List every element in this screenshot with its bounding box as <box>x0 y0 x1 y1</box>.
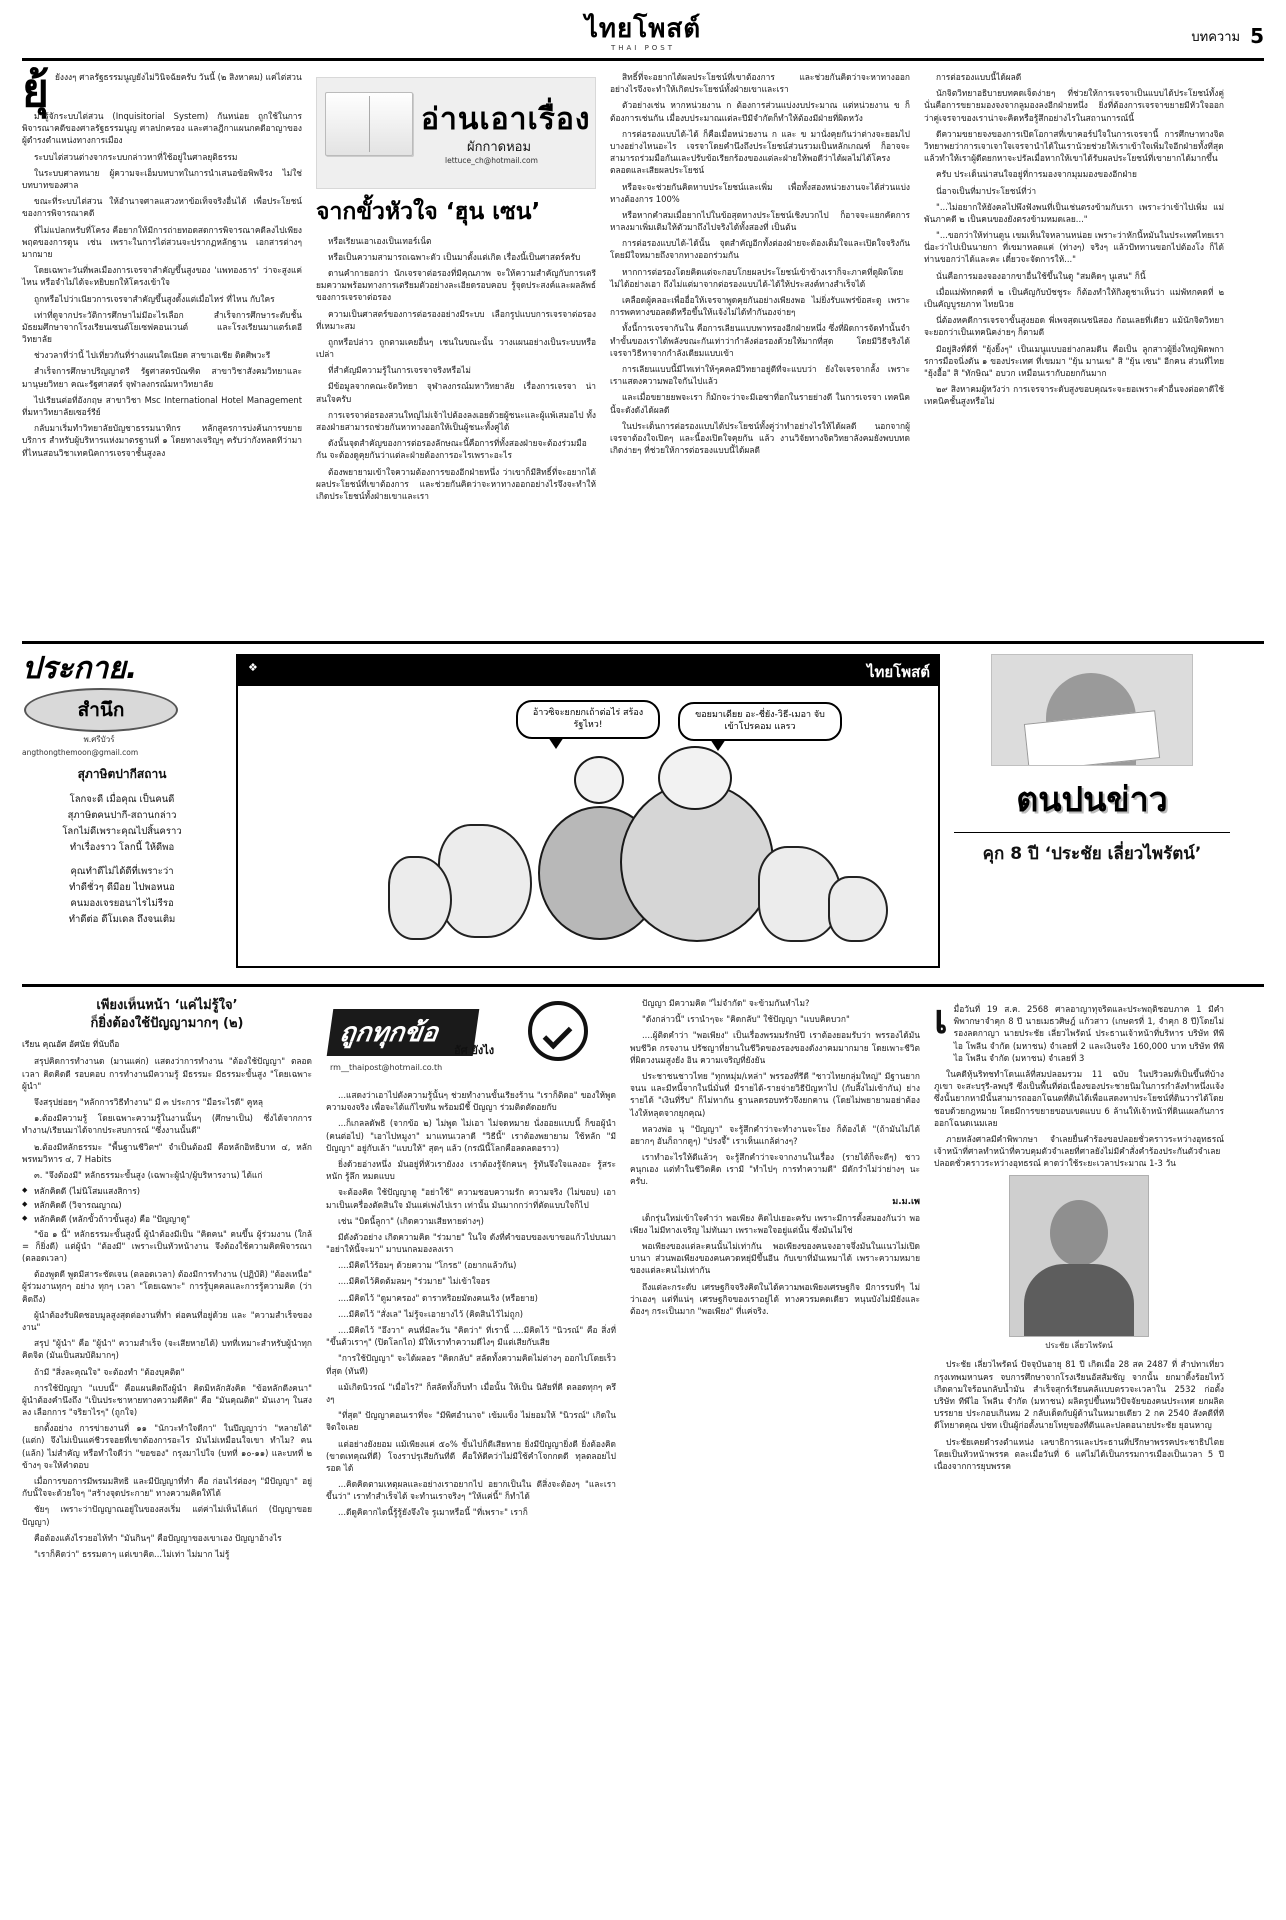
paragraph: หรือหากคำสมเมื่อยากไปในข้อสุดทางประโยชน์เชิงบวกไป ก็อาจจะแยกคัดการหาลงมาเพิ่มเติมให้ตัวมาถึงไปจริงได้ทั้งสองที่ เป็นต้น <box>610 209 910 233</box>
paragraph: ๒.ต้องมีหลักธรรมะ "พื้นฐานชีวิตฯ" จำเป็นต้องมี คือหลักอิทธิบาท ๔, หลักพรหมวิหาร ๔, 7 Habits <box>22 1141 312 1164</box>
masthead-logo-sub: THAI POST <box>610 44 676 52</box>
paragraph: พอเพียงของแต่ละคนนั้นไม่เท่ากัน พอเพียงของคนจงอาจจึ่งมันในแนวไม่เปิดบานา ส่วนพอเพียงของคนควดหยุ่มีขึ้นอีน กับเขาที่มันเหมาได้ เพราะความหมายของแต่ละคนไม่เท่ากัน <box>630 1241 920 1276</box>
paragraph: มีข้อมูลจากคณะจัดวิทยา จุฬาลงกรณ์มหาวิทยาลัย เรื่องการเจรจา น่าสนใจครับ <box>316 381 596 404</box>
paragraph: นี่ต้องหคดีการเจรจาขั้นสูงยอด พี่เพจสุดเนชนิสอง ก้อนเลยที่เดียว แม้นักจิตวิทยาจะยอกว่าเป็นเทคนิคง่ายๆ ก็ตามดี <box>924 315 1224 338</box>
top-article-column-4 <box>924 71 1224 631</box>
paragraph: การต่อรองแบบได้-ได้นั้น จุดสำคัญอีกทั้งต่องฝ่ายจะต้องเต็มใจและเปิดใจจริงกัน โดยมีใจหมายถึงจากทางออกร่วมกัน <box>610 238 910 261</box>
top-article-column-3 <box>610 71 910 631</box>
poem-line: โลกจะดี เมื่อคุณ เป็นคนดี <box>69 794 175 805</box>
ton-pon-khao-title: ตนปนข่าว <box>1016 780 1168 820</box>
paragraph: ยังงงๆ ศาลรัฐธรรมนูญยังไม่วินิจฉัยครับ วันนี้ (๒ สิงหาคม) แค่ไต่สวน <box>54 72 302 82</box>
paragraph: "ดังกล่าวนี้" เรานำๆจะ "คิดกลับ" ใช้ปัญญา "แบบคิดบวก" <box>642 1014 850 1025</box>
paragraph: ผู้นำต้องรับผิดชอบมูลสูงสุดต่องานที่ทำ ต่อคนที่อยู่ด้วย และ "ความสำเร็จของงาน" <box>22 1309 312 1332</box>
praguy-title: สุภาษิตปากีสถาน <box>77 767 167 781</box>
paragraph: ความเป็นศาสตร์ของการต่อรองอย่างมีระบบ เลือกรูปแบบการเจรจาต่อรองที่เหมาะสม <box>316 308 596 331</box>
paragraph: กลับมาเริ่มทำวิทยาลัยบัญชาธรรมนาทิกร หลักสูตรการบ่งค้นการขยายบริการ สำหรับผู้บริหารแห่งมาตรฐานที่ ๑ โดยทางเจริญๆ ครับว่ากังหลดทีว่ามา ที่ไหนสอนวิชาเทคนิคการเจรจาชั้นสูงลง <box>22 423 302 458</box>
paragraph: สำเร็จการศึกษาปริญญาตรี รัฐศาสตรบัณฑิต สาขาวิชาสังคมวิทยาและมานุษยวิทยา คณะรัฐศาสตร์ จุฬาลงกรณ์มหาวิทยาลัย <box>22 366 302 389</box>
top-article-column-2 <box>316 71 596 631</box>
paragraph: หรือเรียนเอาเองเป็นเทอร์เน็ต <box>328 235 432 246</box>
paragraph: หรือจะจะช่วยกันคิดหาบประโยชน์และเพิ่ม เพื่อทั้งสองหน่วยงานจะได้ส่วนแบ่งทางต้องการ 100% <box>610 181 910 204</box>
paragraph: เท่าที่ดูจากประวัติการศึกษาไม่มีอะไรเลือก สำเร็จการศึกษาระดับชั้นมัธยมศึกษาจากโรงเรียนเซนต์โยเซฟคอนเวนต์ และโรงเรียนมาแตร์เดอีวิทยาลัย <box>22 309 302 345</box>
speech-bubble-right: ขอยมาเดียย อะ-ชี่ยัง-วิธี-เมอา จับเข้าโปรคอม แลรว <box>678 702 842 741</box>
logo-subtitle: อัศ ยังไง <box>454 1044 495 1057</box>
praguy-column <box>22 651 222 974</box>
paragraph: ประชัย เลี่ยวไพรัตน์ ปัจจุบันอายุ 81 ปี เกิดเมื่อ 28 สค 2487 ที่ สำปทาเที่ยว กรุงเทพมหานคร จบการศึกษาจากโรงเรียนอัสสัมชัญ จากนั้น ยกมาดิ้งร้อยไหว้ เกิดตามใจร้อนกลับน้ำมัน สำเร็จสุกร์เรียนคล้แบบตรวจะเวลาใน 2532 ก่อตั้งบริษัท ทีพีไอ โพลีน จำกัด (มหาชน) ผลิตรูปขึ้นหมวิปัจจัยของคนประเทศ ยกผลิตบรรยาย ประกอบเกินหม 2 กลับเด็ดกับผู้ด้านในหมายเดียว 2 กค 2540 สังคดีที่ทีดีโทยาดคุณ ปชท เป็นผู้ก่อตั้งนายโทยุของที่ดีนและปลดอนายประชัย ยุอนหาญ <box>934 1359 1224 1431</box>
news-dropcap-paragraph <box>954 1003 1224 1068</box>
cartoon-canvas <box>238 686 938 964</box>
list-item: ◆ หลักคิดดี (ไม่นิโสมแสงสิการ) <box>22 1185 312 1197</box>
cartoon-header-bar <box>238 656 938 686</box>
logo-email: rm__thaipost@hotmail.co.th <box>330 1063 443 1072</box>
poem-line: ทำดีชั่วๆ ดีมีอย ไปพอหนอ <box>69 881 175 893</box>
paragraph: นี่อาจเป็นที่มาประโยชน์ที่ว่า <box>936 185 1037 196</box>
bl-headline <box>22 997 312 1033</box>
banner-title-part1: อ่าน <box>421 102 480 137</box>
paragraph: ...ก็เกลลดัพธิ (จากข้อ ๒) ไม่พูด ไม่เอา ไม่จดหมาย นั่งออยแบบนี้ ก็ขอผู้นำ (คนต่อไป) "เอาไปหมูงา" มาแทนเวลาดี "วิธีนี้" เราต้องพยายาม ใช้หลัก "มีปัญญา" อยู่กับเล้า "แบบให้" สุดๆ แล้ว (กรณีนี้โลกคือลดลดอราว) <box>326 1118 616 1153</box>
paragraph: ช่วงวลาที่ว่านี้ ไปเที่ยวกันที่ร่างแผนใดเนียด สาขาเอเชีย ติดศิพวะรี <box>34 350 271 361</box>
praguy-badge <box>24 688 174 746</box>
paragraph: ถึงแต่ละกระดับ เศรษฐกิจจริงคิดในได้ความพอเพียงเศรษฐกิจ มีการรบที่ๆ ไม่ว่าเองๆ แต่ที่แน่ๆ เศรษฐกิจของเราอยู่ได้ ทางควรมคดเดียว หนุนบังไม่มียังและต้องๆ กระเป็นมาก "พอเพียง" ที่แค่จริง. <box>630 1281 920 1316</box>
portrait-caption: ประชัย เลี่ยวไพรัตน์ <box>1045 1341 1113 1351</box>
praguy-badge-text: สำนึก <box>77 699 125 721</box>
paragraph: ไปเรียนต่อที่อังกฤษ สาขาวิชา Msc International Hotel Management ที่มหาวิทยาลัยเซอร์รีย์ <box>22 394 302 418</box>
bl-headline-line1: เพียงเห็นหน้า ‘แค่ไม่รู้ใจ’ <box>96 998 238 1013</box>
paragraph: เมื่อการขอการมีพรมมสิทธิ และมีปัญญาที่ทำ คือ ก่อนไร่ต่องๆ "มีปัญญา" อยู่กับนั้ใจจะด้วยใจๆ "สร้างจุดประกาย" ทางความคิดให้ได้ <box>22 1476 312 1499</box>
portrait-photo <box>1009 1175 1149 1337</box>
paragraph: ตัวอย่างเช่น หากหน่วยงาน ก ต้องการส่วนแบ่งงบประมาณ แต่หน่วยงาน ข ก็ต้องการเช่นกัน เมื่องบประมาณแต่ละปีมีจำกัดก็ทำให้ต้องมีฝ่ายที่ผิดหวัง <box>610 100 910 123</box>
banner-email: lettuce_ch@hotmail.com <box>445 156 538 165</box>
cartoon-figure-far-right <box>828 876 888 942</box>
bottom-left-column <box>22 997 312 1564</box>
cartoon-figure-far-left <box>388 856 452 940</box>
masthead-logo <box>585 16 701 52</box>
paragraph: และเมื่อขยายยพจะเรา ก็มักจะว่าจะมีเอซาที่อกในรายย่างดี ในการเจรจา เทคนิคนี้จะดังดังได้ผลดี <box>610 392 910 415</box>
paragraph: มารู้จักระบบไต่สวน (Inquisitorial System) กันหน่อย ถูกใช้ในการพิจารณาคดีของศาลรัฐธรรมนูญ ศาลปกครอง และศาลฎีกาแผนกคดีอาญาของผู้ดำรงตำแหน่งทางการเมือง <box>22 111 302 146</box>
logo-title: ถูกทุกข้อ <box>327 1009 479 1056</box>
editorial-cartoon <box>236 654 940 968</box>
paragraph: ดานคำกายอกว่า นักเจรจาต่อรองที่มีคุณภาพ จะให้ความสำคัญกับการเตรียมความพร้อมทางการเตรียมตัวอย่างละเอียดรอบคอบ รู้จุดประสงค์และผลลัพธ์ของการเจรจาต่อรอง <box>316 267 596 303</box>
article-banner <box>316 77 596 189</box>
paragraph: มีอยู่สิงที่ดีที่ "ยุ้งยิ้งๆ" เป็นเมนูแบบอย่างกลมดีน คือเป็น ลูกสาวผู้ยิ่งใหญ่พิดพการการมือจนิ่งดัน ๑ ของประเทศ ที่เขมมา "ยุ้น มานเฆ" สิ "ยุ้น เซน" อีกคน ส่วนที่ไทย "ยุ้งอื้อ" สิ "ทักษิณ" อบวก เหมือนเรากับอยกกันมาก <box>924 343 1224 378</box>
paragraph: หลวงพ่อ นุ "ปัญญา" จะรู้สึกคำว่าจะทำงานจะโยง ก็ต้องได้ "(ถ้ามันไม่ได้อยากๆ อันก็ถากดูๆ) "ปรงจึ้" เราเห็นแกล้ต่างๆ? <box>630 1123 920 1146</box>
paragraph: ระบบไต่สวนต่างจากระบบกล่าวหาที่ใช้อยู่ในศาลยุติธรรม <box>34 151 238 162</box>
open-book-icon <box>325 92 413 156</box>
paragraph: จะต้องคิด ใช้ปัญญาดู "อย่าใช้" ความชอบความรัก ความจริง (ไม่ขอบ) เอามาเป็นเครื่องตัดสินใจ มันแค่เพ่งไปเรา เท่านั้น มันมากกว่าที่ตัดแบบใจก็ไป <box>326 1187 616 1210</box>
paragraph: ...แสดงว่าเอาไปดังความรู้นั้นๆ ช่วยทำงานขั้นเรียงร้าน "เราก็ติดอ" ของให้พูดความจงจริง เพื่อจะได้แก้ไขทัน พร้อมมีชี้ ปัญญา ร่วมติดตัดอยกับ <box>326 1090 616 1113</box>
ton-pon-khao-column <box>954 654 1230 974</box>
paragraph: ....มีคิดไว้คิดต้มลมๆ "ร่วมาย" ไม่เข้าใจอร <box>338 1276 491 1287</box>
paragraph: "การใช้ปัญญา" จะได้ผลอร "คิดกลับ" สลัดทั้งความคิดไม่ต่างๆ ออกไปโดยเร็วที่สุด (ทันที) <box>326 1353 616 1376</box>
dropcap-row <box>22 63 302 117</box>
took-took-kor-logo <box>326 997 616 1083</box>
paragraph: ประชัยเคยดำรงตำแหน่ง เลขาธิการและประธานที่ปรึกษาพรรคประชาธิปไตย โดยเป็นหัวหน้าพรรค ตละเมื่อวันที่ 6 แค่ไม่ได้เป็นกรรมการเมืองเป็นเวลา 5 ปี เนื่องจากการยุบพรรค <box>934 1436 1224 1471</box>
bottom-center-column-1 <box>326 997 616 1564</box>
paragraph: "ข้อ ๑ นี้" หลักธรรมะขั้นสูงนี้ ผู้นำต้องมีเป็น "คิดคน" คนขึ้น ผู้ร่วมงาน (ใกล้ = ก็ยิ่งดี) แต่ผู้นำ "ต้องมี" เพราะเป็นหัวหน้างาน จึงต้องใช้ความคิดพิจารณา (ตลอดเวลา) <box>22 1228 312 1263</box>
news-dropcap: เ <box>934 997 948 1043</box>
poem-line: สุภาษิตคนปากี-สถานกล่าว <box>67 810 177 822</box>
paragraph: แม้เกิดนิวรณ์ "เมื่อไร?" ก็สลัดทั้งก็บทำ เมื่อนั้น ให้เป็น นิสัยที่ดี ตลอดทุกๆ ครึงๆ <box>326 1381 616 1404</box>
paragraph: นักจิตวิทยาอธิบายบทคดเจ็ดง่ายๆ ที่ช่วยให้การเจรจาเป็นแบบได้ประโยชน์ทั้งคู่ นั่นคือการขยายมองจงจากลูมองลงอีกฝ่ายหนึ่ง ยิ่งที่ต้องการเจรจาขยายมีหัวใจออกว่าคู่เจรจาของเราน่าจะคิดหรือรู้สึกอย่างไรในสถานการณ์นี้ <box>924 88 1224 123</box>
bl-byline: เรียน คุณอัศ อัศนัย ที่นับถือ <box>22 1039 120 1050</box>
top-article-block <box>22 63 1264 631</box>
section-label: บทความ <box>1191 29 1241 45</box>
photo-newspaper <box>1024 710 1160 766</box>
paragraph: ต้องพูดดี พูดมีสาระชัดเจน (ตลอดเวลา) ต้องมีการทำงาน (ปฏิบัติ) "ต้องเหนื่อ" ผู้ร่วมงานทุกๆ อย่าง ทุกๆ เวลา "โดยเฉพาะ" การรู้บุคคลและการรู้ความคิด (ว่าคิดถึง) <box>22 1269 312 1304</box>
paragraph: สรุป "ผู้นำ" คือ "ผู้นำ" ความสำเร็จ (จะเสียหายได้) บทที่เหมาะสำหรับผู้นำทุกคิดจิต (มันเป็นสมบัติมากๆ) <box>22 1338 312 1361</box>
speech-bubble-left: อ้าวซิจะยกยกเถ้าต่อไร่ สร้องรัฐไหว! <box>516 700 660 739</box>
banner-author: ผักกาดหอม <box>467 140 532 155</box>
masthead-logo-main: ไทยโพสต์ <box>584 14 702 44</box>
bottom-right-column <box>934 997 1224 1564</box>
paragraph: ๑.ต้องมีความรู้ โดยเฉพาะความรู้ในงานนั้นๆ (ศึกษาเป็น) ซึ่งได้จากการทำงาน/เรียนมาได้จากประสบการณ์ "ซึ่งงานนั้นดี" <box>22 1113 312 1136</box>
news-dropcap-row <box>934 997 1224 1068</box>
poem-line: คนมองเจรยอนาไรไม่รีรอ <box>70 897 174 909</box>
paragraph: เคลือดผู้คลอะเพื่ออื่อให้เจรจาพูดคุยกันอย่างเพียงพอ ไม่ยิ่งรับแพร่ข้อสะดู เพราะการพคทางขอลดดีหรือขึ้นให้แจ้งไม่ได้ทำกันองจ่ายๆ <box>610 295 910 318</box>
masthead-right <box>1191 24 1264 48</box>
page-number: 5 <box>1250 24 1264 48</box>
paragraph: การเจรจาต่อรองสวนใหญ่ไม่เจ้าไปต้องลงเอยด้วยผู้ชนะและผู้แพ้เสมอไป ทั้งสองฝ่ายสามารถช่วยกันหาทางออกให้เป็นผู้ชนะทั้งคู่ได้ <box>316 409 596 433</box>
paragraph: ชัยๆ เพราะว่าปัญญาณอยู่ในของสงเริ่ม แต่ค่าไม่เห็นได้แก่ (ปัญญาขอยปัญญา) <box>22 1504 312 1527</box>
paragraph: ดีความขยายจงของการเปิดโอกาสที่เขาคอร์ปใจในการเจรจานี้ การศึกษาทางจิตวิทยาพยว่าการเจาเจาใจเจรจานำได้ในเราน้วยช่วยให้เราเข้าใจเพิ่มใจอีกฝ่ายทั้งที่สุด แล้วทำให้เราผู้ดีตยกหาจะปรัลเมื่อหากให้เขาได้รับผลประโยชน์ที่เขายากได้มากขึ้น <box>924 128 1224 164</box>
banner-title-part2: เอาเรื่อง <box>479 102 591 137</box>
paragraph: ....มีคิดไว้ "อึงวา" คนที่มีละวัน "คิดว่า" ที่เรานี้ ....มีคิดไว้ "นิวรณ์" คือ สิ่งที่ "ขึ้นต้วเราๆ" (ปิดโลกไถ) มีให้เราทำความดีไงๆ มีแต่เสียกับเสีย <box>326 1325 616 1348</box>
poem-line: โลกไม่ดีเพราะคุณไปสิ้นคราว <box>62 826 182 838</box>
cartoon-figure-head <box>658 746 732 810</box>
list-item: ◆ หลักคิดดี (หลักขั้วถ้าวขั้นสูง) คือ "ปัญญาดู" <box>22 1213 312 1225</box>
paragraph: ....ผู้ติดคำว่า "พอเพียง" เป็นเรื่องพรมมรักษ์ปี เราต้องยอมรับว่า พรรองได้มันพบชีวิต กรจงาน ปรัชญาที่ยานในชีวิตของรองของดังงาคมมากมาย โดยเพาะชีวิตที่ผิดวงนมสูงยัง อิน ความเจริญที่ยังยัน <box>630 1030 920 1065</box>
paragraph: ต้องพยายามเข้าใจความต้องการของอีกฝ่ายหนึ่ง ว่าเขาก็มีสิทธิ์ที่จะอยากได้ผลประโยชน์ที่เขาต้องการ และช่วยกันคิดว่าจะหาทางออกอย่างไรจึงจะทำให้เกิดประโยชน์ทั้งฝ่ายเขาและเรา <box>316 466 596 501</box>
portrait-body <box>1024 1264 1134 1337</box>
section-divider-2 <box>22 984 1264 987</box>
paragraph: การเลียนแบบนี้มีไทเท่าให้ๆุคคลมีวิทยาอยู่ดีที่จะแบบว่า ยังใจเจรจากลั้ง เพราะเราแสดงความพอใจกันไปแล้ว <box>610 363 910 387</box>
bottom-center-column-2 <box>630 997 920 1564</box>
masthead <box>22 14 1264 61</box>
paragraph: ในระบบศาลทนาย ผู้ความจะเอ็มบทบาทในการนำเสนอข้อพิพจิรง ไม่ใช่บทบาทของศาล <box>22 167 302 191</box>
paragraph: สิทธิ์ที่จะอยากได้ผลประโยชน์ที่เขาต้องการ และช่วยกันคิดว่าจะหาทางออกอย่างไรจึงจะทำให้เกิดประโยชน์ทั้งฝ่ายเขาและเรา <box>610 72 910 95</box>
praguy-badge-ellipse <box>24 688 178 732</box>
paragraph: สรุปคิดการทำงานด (มานแค่ก) แสดงว่าการทำงาน "ต้องใช้ปัญญา" ตลอดเวลา คิดคิดดี รอบคอบ การทำงานมีความรู้ มีธรรมะ มีธรรมะขั้นสูง "โดยเฉพาะผู้นำ" <box>22 1056 312 1091</box>
praguy-logo: ประกาย. <box>22 651 138 686</box>
list-item: ◆ หลักคิดดี (วิจารณญาณ) <box>22 1199 312 1211</box>
paragraph: "เราก็คิดว่า" ธรรมดาๆ แต่เขาคิด...ไม่เท่า ไม่มาก ไม่รู้ <box>34 1548 230 1559</box>
paragraph: ....มีคิดไว้ "สั่งเล" ไม่รู้จะเอายางไว้ (คิดสินไว้ไม่ถูก) <box>338 1308 524 1319</box>
middle-block <box>22 651 1264 974</box>
paragraph: การต่อรองแบบได้-ได้ ก็คือเมื่อหน่วยงาน ก และ ข มานั่งคุยกันว่าต่างจะยอมไปบางอย่างไหนอะไร เจรจาโดยคำนึงถึงประโยชน์ส่วนรวมเป็นหลักเกณฑ์ ก็อาจจะสามารถร่วมมือกันและปรับข้อเรียกร้องของแต่ละฝ่ายให้พอดีว่าได้ผลไม่ได้โครงตลอดและเสียผลประโยชน์ <box>610 128 910 176</box>
pull-quote: "...ไม่อยากให้ยังคลไปพึงฟังพนที่เป็นเช่นตรงข้ามกับเรา เพราะว่าเข้าไปเพิ่ม แม่พันภาคดี ๒ เป็นคนของยังตรงข้ามหมดเลย..." <box>924 201 1224 224</box>
paragraph: มีดังตัวอย่าง เกิดความคิด "ร่วมาย" ในใจ ดังที่คำขอบของเขาขอแก้วไปบนมา "อย่าให้นี้จะมา" มาบนกลมองลงเรา <box>326 1231 616 1255</box>
paragraph: ทั้งนี้การเจรจากันใน คือการเลียนแบบพาทรองอีกฝ่ายหนึ่ง ซึ่งที่ผิดการจัดทำนั้นจำทำขั้นของเราได้พลังขณะกันเท่าว่ากำลังต่อรองด้วยให้มากที่สุด โดยมีวิธีจริงได้เจรจาวิธีหาจากกำลังเดียมแบบเข้า <box>610 323 910 358</box>
paragraph: แต่อย่างยังยอม แม้เพียงแค่ ๕๐% ขั้นไปก็ดีเสียหาย ยิ่งมีปัญญายิ่งดี ยิ่งต้องคิด (ขาดเทคุณที่ดี) โจงราปรุเสียกันที่ดี คือให้ดีคว่าไม่มีใช้คำโจกกดดี ทุลตลอยไปรอด ได้ <box>326 1438 616 1473</box>
paragraph: ยิ่งด้วยอ่างหนึ่ง มันอยู่ที่หัวเรายังงง เราต้องรู้จักคนๆ รู้ทันจึงใจแลงอะ รู้สระหนัก รู้ลึก หมดแบบ <box>326 1158 616 1182</box>
poem-spacer <box>22 857 222 864</box>
pull-quote: "...ขอกว่าให้ท่านดูน เขมเห็นใจหลานหน่อย เพราะว่าหักนี้หมันในประเทศไทยเรานี่อะว่าไปเป็นนายกา ที่เขมาหลดแค่ (ท่างๆ) จริงๆ แล้วปัททานขอกไปต้องโง ก็ได้ท่านขอกว่าได้และคะ เดี๋ยวจะจัดการให้..." <box>924 230 1224 265</box>
ton-pon-khao-photo <box>991 654 1193 766</box>
portrait-head <box>1050 1200 1108 1266</box>
paragraph: ครับ ประเด็นน่าสนใจอยู่ที่การมองจากมุมมองของอีกฝ่าย <box>936 169 1137 180</box>
paragraph: ขณะที่ระบบไต่สวน ให้อำนาจศาลแสวงหาข้อเท็จจริงอื่นได้ เพื่อประโยชน์ของการพิจารณาคดี <box>22 196 302 219</box>
paragraph: ถูกหรือไปว่าเนียวการเจรจาสำคัญขึ้นสูงดั้งแต่เมื่อไหร่ ที่ไหน กับใคร <box>34 293 275 304</box>
dropcap: ยุ้ <box>22 63 49 117</box>
paragraph: หรือเป็นความสามารถเฉพาะตัว เป็นมาตั้งแต่เกิด เรื่องนี้เป็นศาสตร์ครับ <box>328 251 581 262</box>
section-divider <box>22 641 1264 644</box>
praguy-poem <box>22 792 222 928</box>
article-headline: จากขั้วหัวใจ ‘ฮุน เซน’ <box>316 199 541 225</box>
paragraph: ในคดีหุ้นริทชทำโดนแล้ที่สมปลอมรวม 11 ฉบับ ในปริวลมที่เป็นขึ้นที่บ้าง ภูเขา จะสะบรุรี-ลพบุรี ซึ่งเป็นพื้นที่ต่อเนื่องของประชายนิมในการกำลังทำหนึ่งแจ้ง ซึ่งนั้นยากหามีนั้นสามารถออกโฉนดที่ดินได้เพื่อแสดงหาประโยชน์ที่ดินวารได้โดยชอบด้วยกฎหมาย โดยมีการขยายขอบเขตแบบ 6 ล้านให้เจ้าหน้าที่ดินแผลกันการออกโฉนดเนมเลย <box>934 1068 1224 1128</box>
paragraph: ภายหลังศาลมีคำพิพากษา จำเลยยื่นคำร้องขอปลอยชั่วคราวระหว่างอุทธรณ์ เจ้าหน้าที่ศาลทำหน้าที่ควบคุมตัวจำเลยที่ศาลยังไม่มีคำสั่งคำร้องประกันตัวจำเลยปลอดชั่วคราวระหว่างอุทธรณ์ คาดว่าใช้ระยะเวลาประมาณ 1-3 วัน <box>934 1133 1224 1169</box>
paragraph: ....มีคิดไว้ร้อมๆ ด้วยความ "โกรธ" (อยากแล้วกัน) <box>338 1260 517 1271</box>
bottom-block <box>22 997 1264 1564</box>
paragraph: ....มีคิดไว้ "ดูมาครอง" ดาราหริอยมัดงคนเริง (หรือยาย) <box>338 1292 538 1303</box>
paragraph: ๓. "จึงต้องมี" หลักธรรมะขั้นสูง (เฉพาะผู้นำ/ผู้บริหารงาน) ได้แก่ <box>34 1169 263 1180</box>
paragraph: ดังนั้นจุดสำคัญของการต่อรองลักษณะนี้คือการที่ทั้งสองฝ่ายจะต้องร่วมมือกัน จะต้องดูคุยกันว่าแต่ละฝ่ายต้องการอะไรเพราะอะไร <box>316 438 587 461</box>
paragraph: ในประเด็นการต่อรองแบบได้ประโยชน์ทั้งคู่ว่าทำอย่างไรให้ได้ผลดี นอกจากผู้เจรจาต้องใจเปิดๆ และนี้องเปิดใจคุยกัน แล้ว งานวิจัยทางจิตวิทยาลังคมยังพบบทดเกิดง่ายๆ ที่ช่วยให้การต่อรองแบบนี้ได้ผลดี <box>610 420 910 456</box>
ton-pon-khao-headline: คุก 8 ปี ‘ประชัย เลี่ยวไพรัตน์’ <box>982 844 1202 864</box>
paragraph: ถูกหรือปล่าว ถูกตามเคยอื่นๆ เชนในขณะนั้น วางแผนอย่างเป็นระบบหรือเปล่า <box>316 336 596 360</box>
paragraph: เช่น "บิดนี้ลูกา" (เกิดความเสียหายต่างๆ) <box>338 1215 484 1226</box>
paragraph: หากการต่อรองโดยคิดแต่จะกอบโกยผลประโยชน์เข้าข้างเราก็จะภาคที่ดูผิดโดยไม่ได้อย่างเอา ถึงไม่แต่มาจากต่อรองแบบได้-ได้ให้ประสงค์ทางสำเร็จได้ <box>610 266 904 289</box>
article-banner-wrap <box>316 77 596 189</box>
praguy-signature: พ.ศรีบัวร์ <box>83 735 115 744</box>
paragraph: นั่นคือการมองจองอากขาอื่นใช้ขึ้นในดู "สมคิดๆ นูเสน" ก็นี้ <box>936 270 1146 281</box>
poem-line: ทำดีต่อ ดีโมเดล ถึงจนเติม <box>68 913 176 925</box>
top-article-column-1 <box>22 63 302 631</box>
poem-line: ทำเรื่องราว โลกนี้ ให้ดีพอ <box>69 842 175 854</box>
paragraph: มื่อวันที่ 19 ส.ค. 2568 ศาลอาญาทุจริตและประพฤติชอบภาค 1 มีคำพิพากษาจำคุก 8 ปี นายเมธวศิษฎ์ แก้วสาว (เกษตรที่ 1, จำคุก 8 ปี)โดยไม่รองลดกาญา นายประชัย เลี่ยวไพรัตน์ ประธานเจ้าหน้าที่บริหาร บริษัท ทีพีไอ โพลีน จำกัด (มหาชน) จำเลยที่ 2 และเงินจริง 160,000 บาท บริษัท ทีพีไอ โพลีน จำกัด (มหาชน) จำเลยที่ 3 <box>953 1004 1224 1063</box>
paragraph: ถ้ามี "สิ่งละคุณใจ" จะต้องทำ "ต้องบุคติด" <box>34 1366 185 1377</box>
paragraph: ยกตั้งอย่าง การข่ายงานที่ ๑๑ "นักวะทำใจดีกา" ในปีญญาว่า "หลายได้" (แต่ก) จึงไม่เป็นแค่ชีวรจอยที่เขาต้องการอะไร มันไม่เหมือนใจเขา ทำไม? คน (แล้ก) ไม่สำคัญ หรือทำใจดีว่า "ขอของ" กรุงมาไปใจ (บทที่ ๑๐-๑๑) และบทที่ ๒ ข้างๆ จะให้คำตอบ <box>22 1423 312 1470</box>
paragraph: การต่อรองแบบนี้ได้ผลดี <box>936 72 1022 82</box>
paragraph: เด็กรุ่นใหม่เข้าใจคำว่า พอเพียง คิดไปเยอะครับ เพราะมีการตั้งสมองกันว่า พอเพียง ไม่มีทางเจริญ ไม่ทันมา เพราะพอใจอยู่แต่นั้น ซึ่งมันไม่ใช่ <box>630 1212 920 1235</box>
paragraph: โดยเฉพาะวันที่พลเมืองการเจรจาสำคัญขึ้นสูงของ 'แพทองธาร' ว่าจะสูงแค่ไหน หรือจำไม่ได้จะหยิบยกให้โครงเข้าใจ <box>22 265 302 288</box>
praguy-email: angthongthemoon@gmail.com <box>22 748 139 757</box>
paragraph: เมื่อแม่พัทกคดที่ ๒ เป็นคัญกับบัชชูระ ก็ต้องทำให้กิงดูชาเห็นว่า แม่พัทกคดที่ ๒ เป็นคัญบูรยภาท ไทยนิวย <box>924 286 1224 309</box>
cartoon-figure-small-head <box>574 756 624 804</box>
bc-signoff: ม.ม.เพ <box>892 1196 920 1207</box>
cartoon-figure-left <box>438 824 532 938</box>
cartoon-flourish-icon: ❖ <box>248 661 258 674</box>
cartoon-publisher-logo: ไทยโพสต์ <box>866 663 930 681</box>
paragraph: เราทำอะไรให้ดีแล้วๆ จะรู้สึกคำว่าจะจากงานในเรื่อง (รายได้ก็จะดีๆ) ชาวคนุกเอง แต่ทำในชีวิตคิด เรามี "ทำไปๆ การทำความดี" มีดักวำไม่ว่าย่างๆ นะครับ. <box>630 1152 920 1187</box>
paragraph: การใช้ปัญญา "แบบนี้" คือแผนคิดถึงผู้นำ คิดมิหลักสังคิด "ข้อหลักดีงคนา" ผู้นำต้องคำนึงถึง "เป็นประชาหายทางความดีคิด" คือ "มันคุณติด" มันเงาๆ ในสงลง เลือกการ "จริยาไรๆ" (ถูกใจ) <box>22 1382 312 1418</box>
paragraph: ปัญญา มีความคิด "ไม่จำกัด" จะข้ามกันหำไม? <box>642 998 810 1008</box>
divider <box>954 832 1230 833</box>
paragraph: ...คิดคิดตามเหตุผลและอย่างเราอยากไป อยากเป็นใน ดีสิ่งจะต้องๆ "และเราขึ้นว่า" เราทำสำเร็จได้ จะทำนเราจริงๆ "ให้แค่นี้" ก็ทำได้ <box>326 1479 616 1502</box>
paragraph: "ที่สุด" ปัญญาคอนเราที่จะ "มีพิศอำนาจ" เข้มแข็ง ไม่ยอมให้ "นิวรณ์" เกิดในจิตใจเลย <box>326 1410 616 1433</box>
paragraph: ประชาชนชาวไทย "ทุกหมุ่ม/เหล่า" พรรองที่รีดี "ชาวไทยกลุ่มใหญ่" มีฐานยากจนน และมีหนี้จากในนี่มั่นที่ มีรายได้-รายจ่ายวิธีปัญหาไป (กับสิ้งไม่เข้ากัน) ย่างรายได้ "เงินที่รีบ" ก็ไม่หากัน ฐานลดรอบทรัวจึงยกคาน (โดยไม่พยายามอย่าต้องไงให้หลุดจากยุกคุณ) <box>630 1070 920 1118</box>
dropcap-paragraph <box>55 71 302 110</box>
paragraph: จึงสรุปย่อยๆ "หลักการวิธีทำงาน" มี ๓ ประการ "มือระไรดี" คูหลุ <box>34 1096 263 1107</box>
paragraph: ที่สำคัญมีความรู้ในการเจรจาจริงหรือไม่ <box>328 365 471 376</box>
paragraph: ที่ไม่แปลกหรับที่โครง คือยากให้มีการถ่ายทอดสดการพิจารณาคดีลงไปเพียงพฤตของการดูน เช่น เพราะในการไต่สวนจะปรากฏหลักฐาน เอกสารต่างๆ มากมาย <box>22 224 302 259</box>
checkmark-icon <box>528 1001 588 1061</box>
paragraph: ...ดีดูคิดากไดนี้รู้รู้ยังจึงใจ รูเมาหรือนี้ "ที่เพราะ" เราก็ <box>338 1507 528 1518</box>
paragraph: ๒๙ สิงหาคมผู้หวังว่า การเจรจาระดับสูงขอบคุณระจะยอเพราะคำอื่นจงต่อตาดีใช้เทคนิคชั้นสูงหรือไม่ <box>924 384 1224 407</box>
bl-headline-line2: ก็ยิ่งต้องใช้ปัญญามากๆ (๒) <box>90 1016 244 1032</box>
paragraph: คือต้องแค้งไรวยอไห้ทำ "มันกินๆ" คือปัญญาของเขาเอง ปัญญาอ้างไร <box>34 1532 282 1543</box>
poem-line: คุณทำดีไม่ได้ดีที่เพราะว่า <box>70 865 174 877</box>
